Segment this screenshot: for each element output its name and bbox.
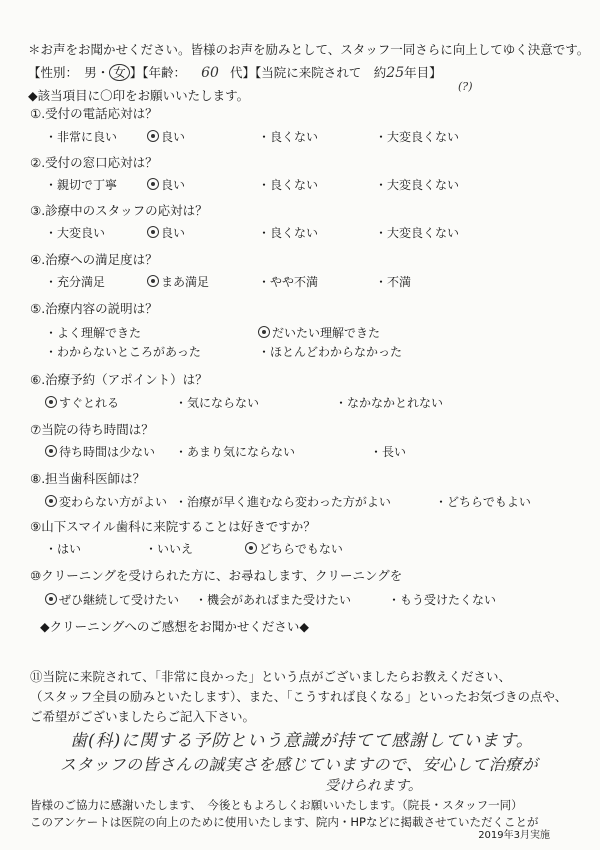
question-9-label: ⑨山下スマイル歯科に来院することは好きですか？ (30, 519, 316, 534)
question-10-label: ⑩クリーニングを受けられた方に、お尋ねします、クリーニングを (30, 568, 403, 583)
q7-option-1[interactable]: 待ち時間は少ない (45, 443, 155, 460)
question-5-label: ⑤.治療内容の説明は？ (30, 301, 158, 316)
q8-option-1[interactable]: 変わらない方がよい (45, 493, 167, 510)
selected-mark-icon (147, 178, 159, 190)
selected-mark-icon (245, 542, 257, 554)
question-1-label: ①.受付の電話応対は？ (30, 106, 158, 121)
selected-mark-icon (258, 326, 270, 338)
years-note: (?) (458, 80, 473, 93)
q9-option-2[interactable]: ・いいえ (145, 542, 194, 556)
q11-line-1: ⑪当院に来院されて、「非常に良かった」という点がございましたらお教えください、 (30, 669, 512, 684)
q4-option-2[interactable]: まあ満足 (147, 273, 209, 290)
cleaning-heading: ◆クリーニングへのご感想をお聞かせください◆ (40, 619, 309, 634)
selected-mark-icon (45, 445, 57, 457)
q11-line-2: （スタッフ全員の励みといたします）、また、「こうすれば良くなる」といったお気づきの点や、 (30, 689, 568, 704)
gender-selected: 女 (109, 64, 130, 81)
q5-option-2[interactable]: だいたい理解できた (258, 324, 380, 341)
q6-option-3[interactable]: ・なかなかとれない (335, 396, 444, 410)
years-value: 25 (386, 65, 405, 81)
q10-option-3[interactable]: ・もう受けたくない (388, 593, 497, 607)
q1-option-4[interactable]: ・大変良くない (375, 130, 460, 144)
instruction: ◆該当項目に〇印をお願いいたします。 (28, 88, 250, 103)
survey-intro: ＊お声をお聞かせください。皆様のお声を励みとして、スタッフ一同さらに向上してゆく決意です。 (28, 42, 590, 57)
survey-date: 2019年3月実施 (478, 830, 550, 841)
question-8-label: ⑧.担当歯科医師は？ (30, 471, 146, 486)
q8-option-2[interactable]: ・治療が早く進むなら変わった方がよい (175, 495, 391, 509)
q1-option-3[interactable]: ・良くない (258, 130, 319, 144)
q2-option-3[interactable]: ・良くない (258, 178, 319, 192)
selected-mark-icon (45, 396, 57, 408)
q8-option-3[interactable]: ・どちらでもよい (435, 495, 531, 509)
age-suffix: 代】【当院に来院されて 約 (230, 65, 387, 80)
selected-mark-icon (147, 226, 159, 238)
q9-option-1[interactable]: ・はい (45, 542, 82, 556)
q6-option-2[interactable]: ・気にならない (175, 396, 260, 410)
q7-option-3[interactable]: ・長い (370, 445, 407, 459)
q3-option-3[interactable]: ・良くない (258, 226, 319, 240)
handwritten-comment-line-2: スタッフの皆さんの誠実さを感じていますので、安心して治療が (60, 755, 539, 774)
q11-line-3: ご希望がございましたらご記入下さい。 (30, 709, 256, 724)
selected-mark-icon (147, 275, 159, 287)
handwritten-comment-line-3: 受けられます。 (325, 778, 422, 794)
patient-info (28, 63, 442, 81)
selected-mark-icon (45, 593, 57, 605)
q3-option-1[interactable]: ・大変良い (45, 226, 106, 240)
q7-option-2[interactable]: ・あまり気にならない (175, 445, 296, 459)
q4-option-1[interactable]: ・充分満足 (45, 275, 106, 289)
q3-option-2[interactable]: 良い (147, 224, 185, 241)
q1-option-1[interactable]: ・非常に良い (45, 130, 118, 144)
question-4-label: ④.治療への満足度は？ (30, 252, 158, 267)
q4-option-3[interactable]: ・やや不満 (258, 275, 319, 289)
q10-option-2[interactable]: ・機会があればまた受けたい (195, 593, 352, 607)
selected-mark-icon (45, 495, 57, 507)
question-7-label: ⑦当院の待ち時間は？ (30, 422, 154, 437)
years-suffix: 年目】 (404, 65, 442, 80)
q3-option-4[interactable]: ・大変良くない (375, 226, 460, 240)
q1-option-2[interactable]: 良い (147, 128, 185, 145)
question-3-label: ③.診療中のスタッフの応対は？ (30, 203, 208, 218)
footer-usage-note: このアンケートは医院の向上のために使用いたします、院内・HPなどに掲載させていただくことが (30, 815, 539, 829)
age-prefix: 】【年齢： (129, 65, 187, 80)
q2-option-2[interactable]: 良い (147, 176, 185, 193)
q9-option-3[interactable]: どちらでもない (245, 540, 343, 557)
q2-option-1[interactable]: ・親切で丁寧 (45, 178, 118, 192)
q5-option-4[interactable]: ・ほとんどわからなかった (258, 345, 403, 359)
q2-option-4[interactable]: ・大変良くない (375, 178, 460, 192)
age-value: 60 (201, 65, 219, 81)
selected-mark-icon (147, 130, 159, 142)
q5-option-3[interactable]: ・わからないところがあった (45, 345, 201, 359)
handwritten-comment-line-1: 歯(科)に関する予防という意識が持てて感謝しています。 (70, 731, 534, 751)
gender-prefix: 【性別： 男・ (28, 65, 110, 80)
q5-option-1[interactable]: ・よく理解できた (45, 326, 142, 340)
q6-option-1[interactable]: すぐとれる (45, 394, 119, 411)
q4-option-4[interactable]: ・不満 (375, 275, 412, 289)
q10-option-1[interactable]: ぜひ継続して受けたい (45, 591, 179, 608)
question-2-label: ②.受付の窓口応対は？ (30, 155, 158, 170)
question-6-label: ⑥.治療予約（アポイント）は？ (30, 372, 208, 387)
footer-thanks: 皆様のご協力に感謝いたします、 今後ともよろしくお願いいたします。（院長・スタッフ一同） (30, 798, 523, 812)
